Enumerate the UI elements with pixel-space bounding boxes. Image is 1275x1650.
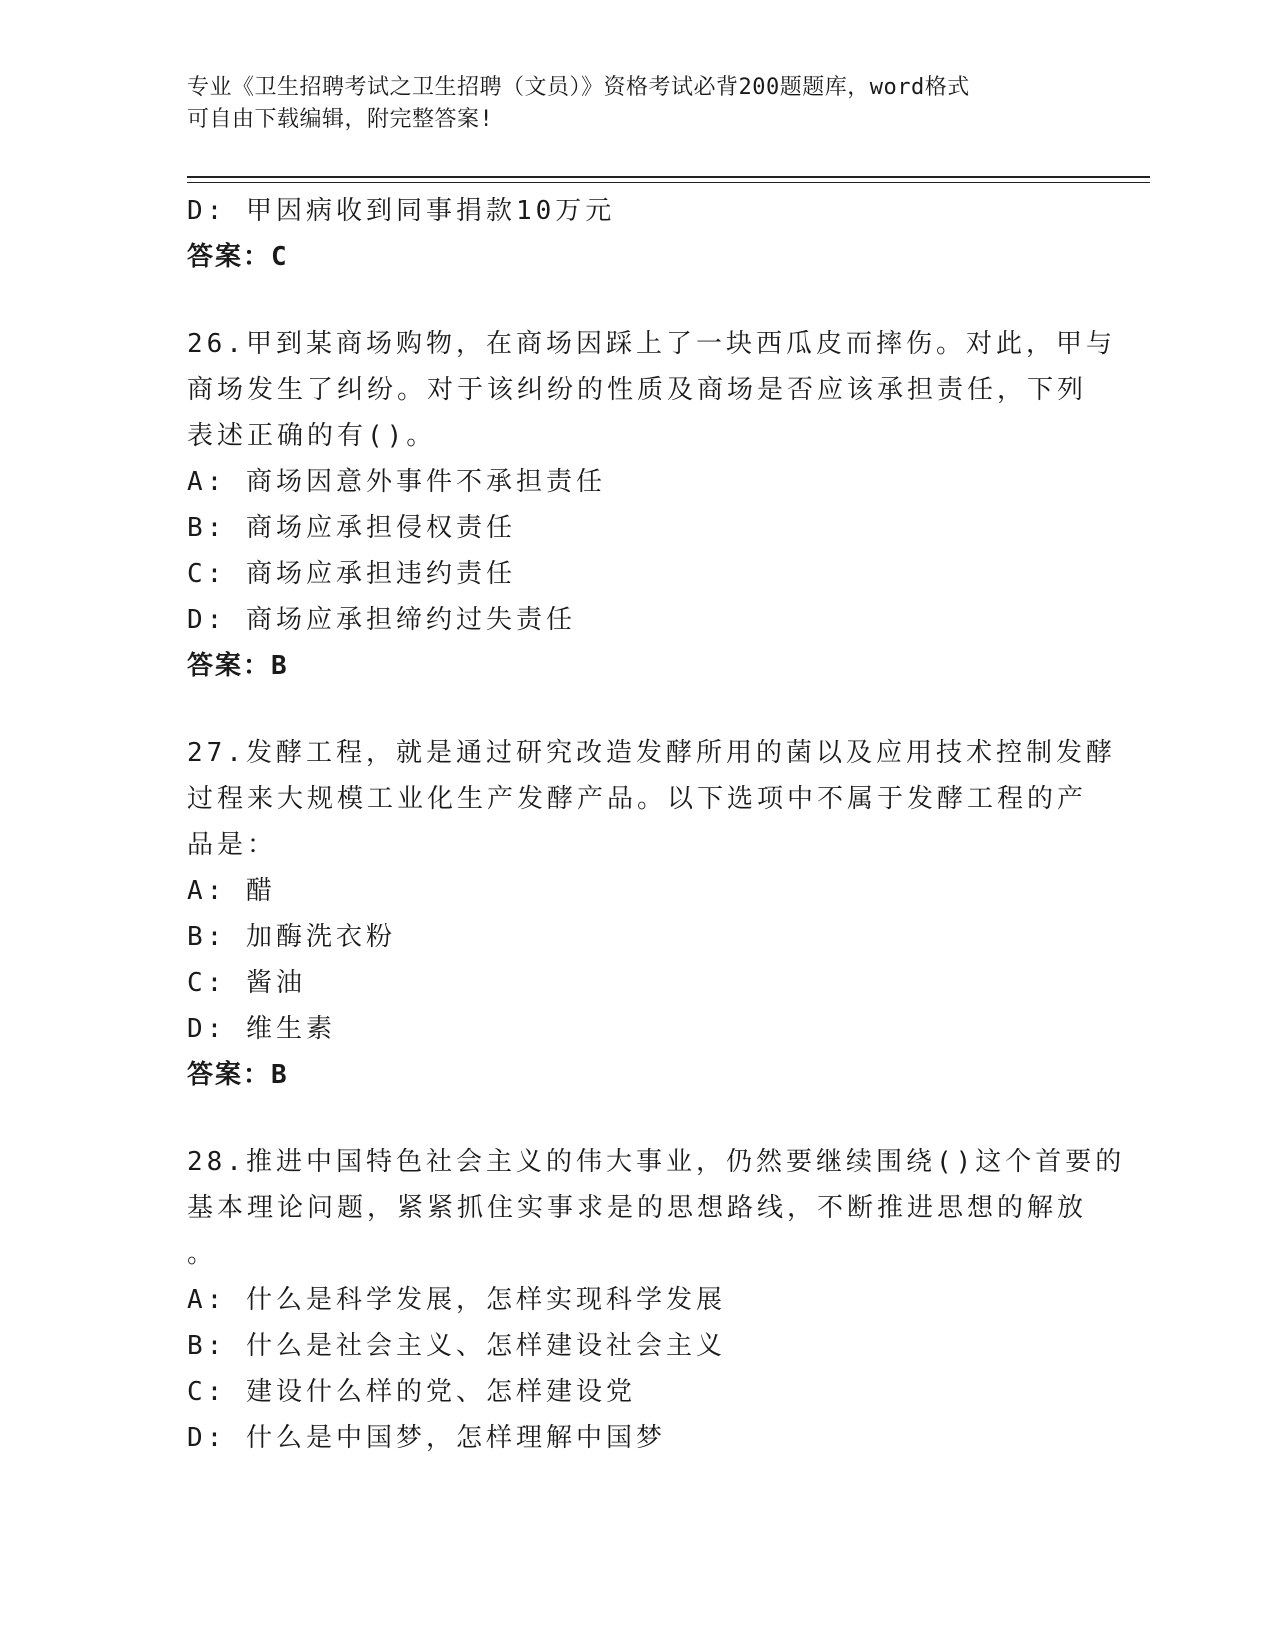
question-text-line: 27.发酵工程，就是通过研究改造发酵所用的菌以及应用技术控制发酵 [187,738,1116,768]
header-line-1: 专业《卫生招聘考试之卫生招聘（文员）》资格考试必背200题题库，word格式 [187,75,970,100]
document-header [187,72,1067,136]
spacer [187,280,1077,321]
option-c: C: 商场应承担违约责任 [187,559,516,589]
question-text-line: 品是： [187,830,278,860]
option-b: B: 什么是社会主义、怎样建设社会主义 [187,1331,726,1361]
question-text-line: 26.甲到某商场购物，在商场因踩上了一块西瓜皮而摔伤。对此，甲与 [187,329,1116,359]
option-c: C: 酱油 [187,968,306,998]
question-text-line: 表述正确的有()。 [187,421,437,451]
option-d: D: 商场应承担缔约过失责任 [187,605,576,635]
question-text-line: 28.推进中国特色社会主义的伟大事业，仍然要继续围绕()这个首要的 [187,1147,1126,1177]
question-26 [187,321,1116,689]
option-c: C: 建设什么样的党、怎样建设党 [187,1377,636,1407]
question-28 [187,1139,1126,1461]
option-a: A: 醋 [187,876,276,906]
spacer [187,1098,1077,1139]
header-rule-thin [187,182,1150,183]
answer: 答案：B [187,651,289,681]
question-text-line: 。 [187,1239,218,1269]
question-content [187,188,1126,1461]
question-text-line: 过程来大规模工业化生产发酵产品。以下选项中不属于发酵工程的产 [187,784,1088,814]
option-b: B: 加酶洗衣粉 [187,922,396,952]
question-text-line: 基本理论问题，紧紧抓住实事求是的思想路线，不断推进思想的解放 [187,1193,1088,1223]
spacer [187,689,1077,730]
question-27 [187,730,1116,1098]
prev-option-d: D: 甲因病收到同事捐款10万元 [187,196,616,226]
question-text-line: 商场发生了纠纷。对于该纠纷的性质及商场是否应该承担责任，下列 [187,375,1088,405]
header-rule-thick [187,176,1150,178]
header-line-2: 可自由下载编辑，附完整答案! [187,107,494,132]
option-a: A: 商场因意外事件不承担责任 [187,467,606,497]
option-a: A: 什么是科学发展，怎样实现科学发展 [187,1285,726,1315]
answer: 答案：B [187,1060,289,1090]
option-d: D: 什么是中国梦，怎样理解中国梦 [187,1423,666,1453]
option-b: B: 商场应承担侵权责任 [187,513,516,543]
option-d: D: 维生素 [187,1014,336,1044]
prev-answer: 答案：C [187,242,289,272]
